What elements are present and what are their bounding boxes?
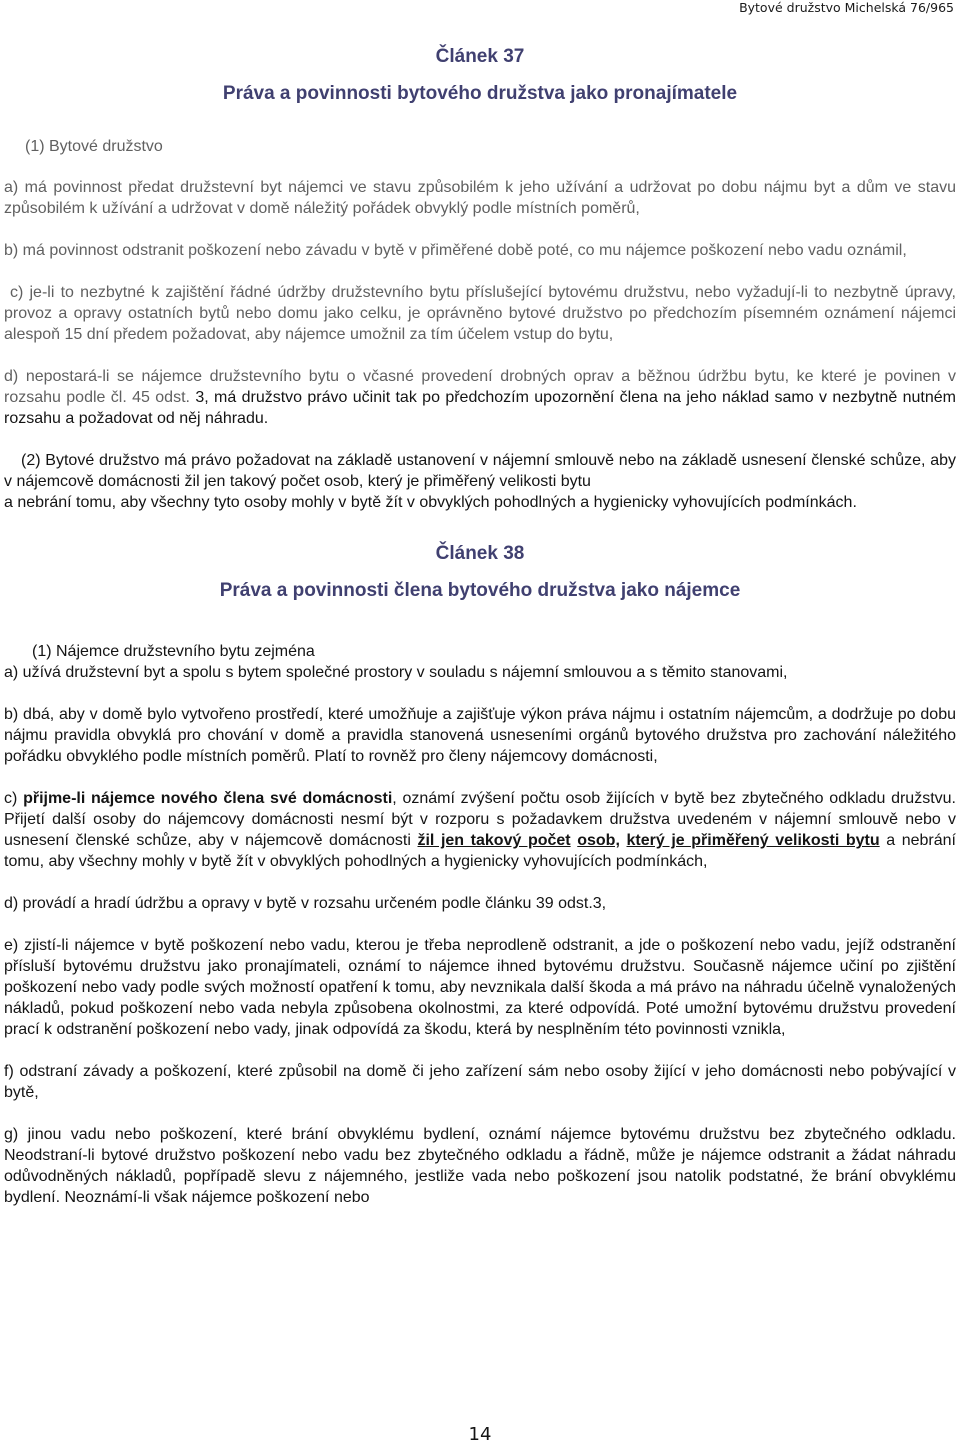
article-38-item-e <box>4 935 956 1040</box>
article-38-item-c-text: , oznámí zvýšení počtu osob žijících v bytě bez zbytečného odkladu družstvu. <box>392 790 956 807</box>
article-37-title: Práva a povinnosti bytového družstva jako pronajímatele <box>222 83 738 104</box>
article-37-item-d <box>4 366 956 429</box>
article-37-number: Článek 37 <box>435 46 525 67</box>
article-38-item-e-text-cont: Současně nájemce učiní po zjištění poškození nebo vady podle svých možností opatření k tomu, aby nevznikala další škoda a má právo na náhradu účelně vynaložených nákladů, pokud poškození nebo vada nebyla způsobena okolnostmi, za které odpovídá. Poté umožní bytovému družstvu provedení prací k odstranění poškození nebo vady, jinak odpovídá za škodu, která by nesplněním této povinnosti vznikla, <box>4 958 956 1038</box>
article-38-item-c-bold: přijme-li nájemce nového člena své domácnosti <box>23 790 393 807</box>
page-number: 14 <box>468 1424 492 1445</box>
article-37-paragraph-2-cont: a nebrání tomu, aby všechny tyto osoby mohly v bytě žít v obvyklých pohodlných a hygienicky vyhovujících podmínkách. <box>4 494 857 511</box>
article-38-item-a: a) užívá družstevní byt a spolu s bytem společné prostory v souladu s nájemní smlouvou a s těmito stanovami, <box>4 664 788 681</box>
article-38-item-e-text: e) zjistí-li nájemce v bytě poškození nebo vadu, kterou je třeba neprodleně odstranit, a jde o poškození nebo vadu, jejíž odstranění přísluší bytovému družstvu jako pronajímateli, oznámí to nájemce ihned bytovému družstvu. <box>4 937 956 975</box>
article-38-item-g <box>4 1124 956 1208</box>
article-37-item-c: c) je-li to nezbytné k zajištění řádné údržby družstevního bytu příslušející bytovému družstvu, nebo vyžadují-li to nezbytně úpravy, provoz a opravy ostatních bytů nebo domu jako celku, je oprávněno bytové družstvo po předchozím písemném oznámení nájemci alespoň 15 dní předem požadovat, aby nájemce umožnil za tím účelem vstup do bytu, <box>4 284 956 343</box>
article-38-intro: (1) Nájemce družstevního bytu zejména <box>32 643 315 660</box>
article-38-item-d: d) provádí a hradí údržbu a opravy v bytě v rozsahu určeném podle článku 39 odst.3, <box>4 895 607 912</box>
article-38-item-c-underlined-2: osob, <box>577 832 620 849</box>
article-38-item-c <box>4 788 956 872</box>
article-37-item-b: b) má povinnost odstranit poškození nebo závadu v bytě v přiměřené době poté, co mu nájemce poškození nebo vadu oznámil, <box>4 242 907 259</box>
document-body <box>4 40 956 1208</box>
article-38-item-c-prefix: c) <box>4 790 24 807</box>
article-37-item-d-text: d) nepostará-li se nájemce družstevního bytu o včasné provedení drobných oprav a běžnou údržbu bytu, ke které je povinen v rozsahu podle čl. 45 odst. <box>4 368 956 406</box>
article-37-item-a: a) má povinnost předat družstevní byt nájemci ve stavu způsobilém k jeho užívání a udržovat po dobu nájmu byt a dům ve stavu způsobilém k užívání a udržovat v domě náležitý pořádek obvyklý podle místních poměrů, <box>4 179 956 217</box>
article-37-item-d-text-cont: 3, má družstvo právo učinit tak po předchozím upozornění člena na jeho náklad samo v nezbytně nutném rozsahu a požadovat od něj náhradu. <box>4 389 957 427</box>
article-38-item-c-text-3: a nebrání tomu, aby všechny mohly v bytě žít v obvyklých pohodlných a hygienicky vyhovujících podmínkách, <box>4 832 956 870</box>
article-38-item-c-underlined-3: který je přiměřený velikosti bytu <box>626 832 880 849</box>
article-37-intro: (1) Bytové družstvo <box>25 138 163 155</box>
article-38-item-g-text: g) jinou vadu nebo poškození, které brání obvyklému bydlení, oznámí nájemce bytovému družstvu bez zbytečného odkladu. <box>4 1126 956 1143</box>
article-38-item-c-text-2: Přijetí další osoby do nájemcovy domácnosti nesmí být v rozporu s požadavkem družstva uvedeném v nájemní smlouvě nebo v usnesení členské schůze, aby v nájemcově domácnosti <box>4 811 956 849</box>
running-header: Bytové družstvo Michelská 76/965 <box>739 0 954 15</box>
article-38-item-g-text-cont: Neodstraní-li bytové družstvo poškození nebo vadu bez zbytečného odkladu a řádně, může je nájemce odstranit a žádat náhradu odůvodněných nákladů, popřípadě slevu z nájemného, jestliže vada nebo poškození jsou natolik podstatné, že brání obvyklému bydlení. Neoznámí-li však nájemce poškození nebo <box>4 1147 956 1206</box>
article-38-item-b: b) dbá, aby v domě bylo vytvořeno prostředí, které umožňuje a zajišťuje výkon práva nájmu i ostatním nájemcům, a dodržuje po dobu nájmu pravidla obvyklá pro chování v domě a pravidla stanovená usneseními orgánů bytového družstva pro zachování náležitého pořádku obvyklého podle místních poměrů. Platí to rovněž pro členy nájemcovy domácnosti, <box>4 706 956 765</box>
article-37-paragraph-2-text: (2) Bytové družstvo má právo požadovat na základě ustanovení v nájemní smlouvě nebo na základě usnesení členské schůze, aby v nájemcově domácnosti žil jen takový počet osob, který je přiměřený velikosti bytu <box>4 452 956 490</box>
article-38-item-c-underlined-1: žil jen takový počet <box>417 832 571 849</box>
article-38-title: Práva a povinnosti člena bytového družstva jako nájemce <box>219 580 741 601</box>
article-38-item-f: f) odstraní závady a poškození, které způsobil na domě či jeho zařízení sám nebo osoby žijící v jeho domácnosti nebo pobývající v bytě, <box>4 1063 956 1101</box>
article-37-paragraph-2 <box>4 450 956 492</box>
article-38-number: Článek 38 <box>435 543 525 564</box>
